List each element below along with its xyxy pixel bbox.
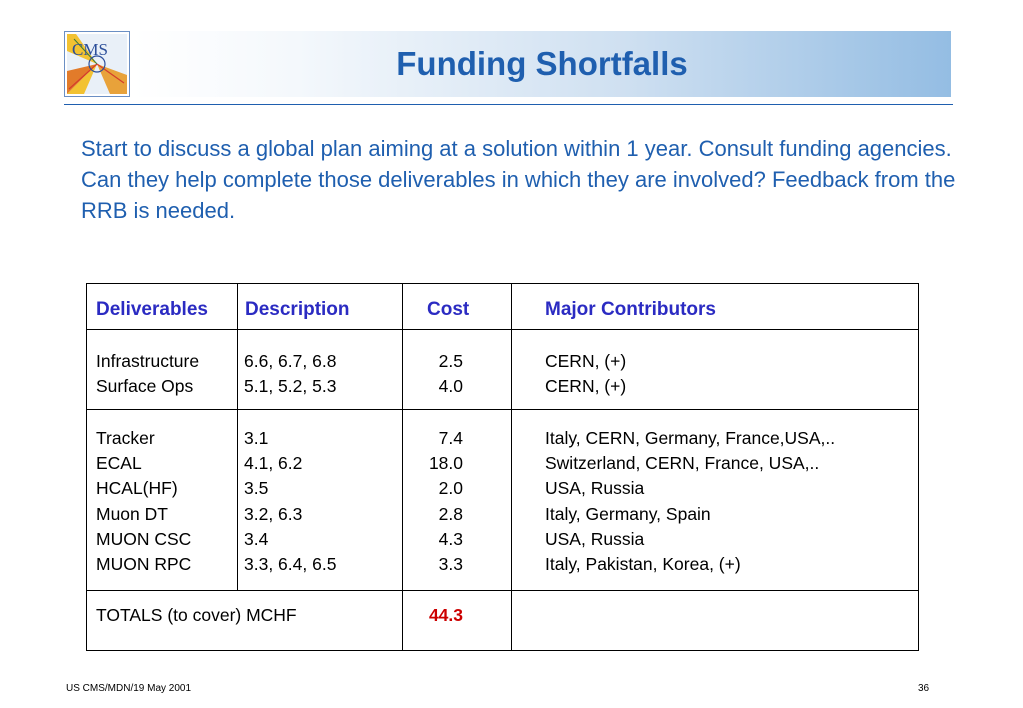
group2-descriptions	[244, 426, 336, 577]
totals-separator	[87, 590, 918, 591]
table-row-description: 5.1, 5.2, 5.3	[244, 376, 337, 397]
table-row-description: 3.4	[244, 528, 269, 549]
table-row-contributors: Italy, CERN, Germany, France,USA,..	[545, 428, 836, 448]
table-row-cost: 4.0	[438, 376, 463, 397]
group2-costs	[403, 426, 463, 577]
group1-contributors	[545, 349, 626, 399]
column-divider	[237, 284, 238, 409]
table-row-description: 3.2, 6.3	[244, 503, 303, 524]
group2-deliverables	[96, 426, 191, 577]
table-row-deliverable: Surface Ops	[96, 376, 194, 397]
table-row-contributors: CERN, (+)	[545, 351, 627, 371]
intro-paragraph: Start to discuss a global plan aiming at a solution within 1 year. Consult funding agencies. Can they help complete those deliverables in which they are involved? Feedback from the RRB is needed.	[81, 136, 956, 223]
table-row-cost: 7.4	[438, 428, 463, 448]
table-row-contributors: USA, Russia	[545, 478, 645, 499]
table-row-description: 3.3, 6.4, 6.5	[244, 554, 337, 575]
table-row-description: 6.6, 6.7, 6.8	[244, 351, 337, 371]
header-major-contributors: Major Contributors	[545, 299, 716, 320]
table-row-cost: 2.0	[438, 478, 463, 499]
footer-credit: US CMS/MDN/19 May 2001	[66, 683, 192, 694]
svg-text:CMS: CMS	[72, 40, 108, 59]
deliverables-table	[86, 283, 919, 651]
header-separator	[87, 329, 918, 330]
table-row-deliverable: MUON CSC	[96, 528, 192, 549]
group1-deliverables	[96, 349, 199, 399]
title-divider	[64, 104, 953, 105]
table-row-contributors: Switzerland, CERN, France, USA,..	[545, 453, 820, 474]
table-row-contributors: Italy, Pakistan, Korea, (+)	[545, 554, 741, 575]
group2-contributors	[545, 426, 835, 577]
table-row-deliverable: Muon DT	[96, 503, 168, 524]
table-row-cost: 4.3	[438, 528, 463, 549]
cms-logo	[64, 31, 130, 97]
table-row-contributors: Italy, Germany, Spain	[545, 503, 711, 524]
header-deliverables: Deliverables	[96, 299, 208, 320]
slide-title: Funding Shortfalls	[396, 45, 688, 82]
header-cost: Cost	[427, 299, 470, 320]
group1-descriptions	[244, 349, 336, 399]
table-row-cost: 3.3	[438, 554, 463, 575]
page-number: 36	[918, 683, 930, 694]
table-row-cost: 2.5	[438, 351, 463, 371]
totals-cost: 44.3	[428, 605, 463, 625]
table-row-description: 4.1, 6.2	[244, 453, 303, 474]
table-row-deliverable: MUON RPC	[96, 554, 192, 575]
group-separator	[87, 409, 918, 410]
header-description: Description	[245, 299, 350, 320]
table-row-contributors: USA, Russia	[545, 528, 645, 549]
table-row-cost: 18.0	[428, 453, 463, 474]
totals-label: TOTALS (to cover) MCHF	[96, 605, 297, 625]
table-row-contributors: CERN, (+)	[545, 376, 627, 397]
table-row-description: 3.5	[244, 478, 269, 499]
table-row-deliverable: HCAL(HF)	[96, 478, 178, 499]
table-row-deliverable: Tracker	[96, 428, 155, 448]
column-divider	[511, 284, 512, 651]
table-row-description: 3.1	[244, 428, 269, 448]
table-row-deliverable: Infrastructure	[96, 351, 200, 371]
table-row-deliverable: ECAL	[96, 453, 142, 474]
group1-costs	[403, 349, 463, 399]
table-row-cost: 2.8	[438, 503, 463, 524]
column-divider	[237, 409, 238, 590]
